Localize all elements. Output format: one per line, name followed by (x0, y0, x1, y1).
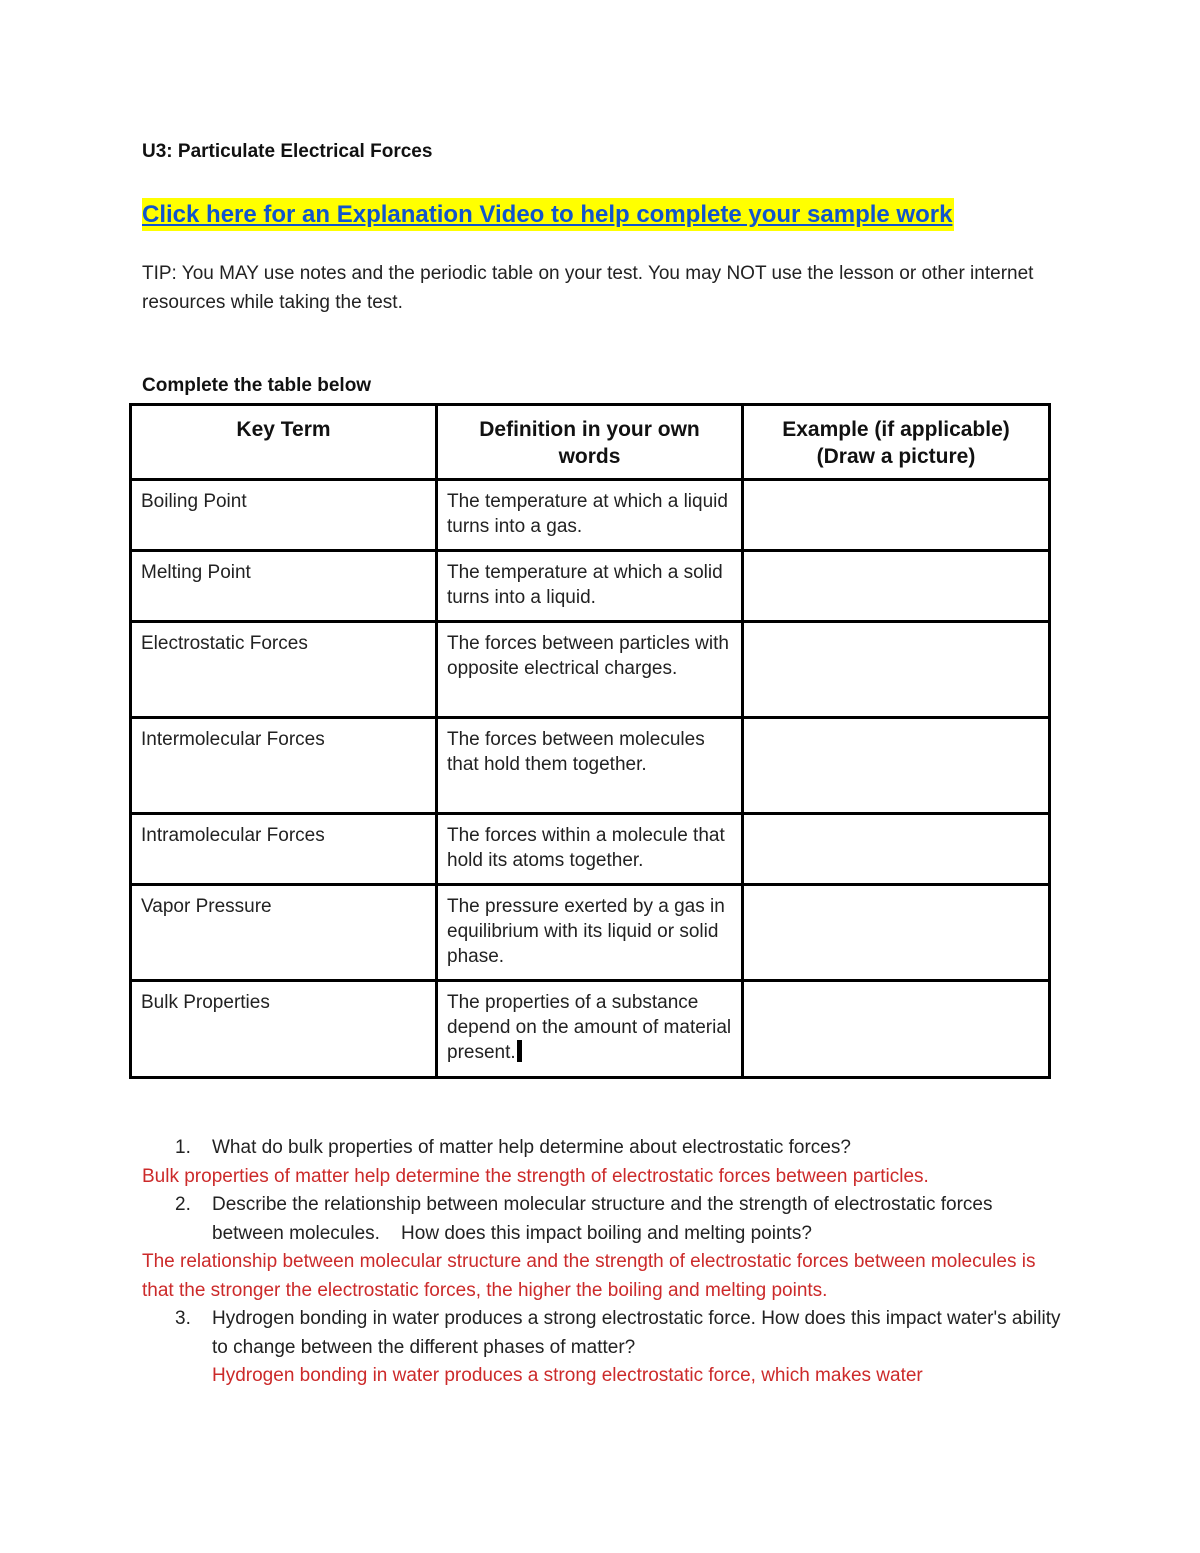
tip-text: TIP: You MAY use notes and the periodic table on your test. You may NOT use the lesson or other internet resources while taking the test. (142, 263, 1034, 313)
example-cell[interactable] (743, 551, 1050, 622)
table-row (131, 885, 1050, 981)
example-cell[interactable] (743, 622, 1050, 718)
text-cursor (517, 1040, 522, 1062)
header-example-line2: (Draw a picture) (816, 445, 976, 468)
definition-cell[interactable]: The forces within a molecule that hold its atoms together. (437, 814, 743, 885)
term-cell: Intermolecular Forces (131, 718, 437, 814)
definition-cell[interactable]: The temperature at which a liquid turns into a gas. (437, 480, 743, 551)
term-cell: Intramolecular Forces (131, 814, 437, 885)
example-cell[interactable] (743, 981, 1050, 1078)
table-row (131, 551, 1050, 622)
table-row (131, 480, 1050, 551)
question-item (142, 1305, 1062, 1362)
header-definition-line2: words (558, 445, 621, 468)
header-example (743, 405, 1050, 480)
question-text: What do bulk properties of matter help determine about electrostatic forces? (212, 1137, 851, 1158)
term-cell: Boiling Point (131, 480, 437, 551)
definition-cell[interactable]: The forces between molecules that hold them together. (437, 718, 743, 814)
answer-text[interactable]: The relationship between molecular structure and the strength of electrostatic forces between molecules is that the stronger the electrostatic forces, the higher the boiling and melting points. (142, 1251, 1036, 1301)
question-number: 3. (175, 1308, 191, 1329)
table-header-row (131, 405, 1050, 480)
example-cell[interactable] (743, 480, 1050, 551)
example-cell[interactable] (743, 718, 1050, 814)
question-text: Hydrogen bonding in water produces a strong electrostatic force. How does this impact water's ability to change between the different phases of matter? (212, 1308, 1061, 1358)
table-row (131, 981, 1050, 1078)
question-item (142, 1134, 1062, 1163)
term-cell: Vapor Pressure (131, 885, 437, 981)
term-cell: Electrostatic Forces (131, 622, 437, 718)
example-cell[interactable] (743, 814, 1050, 885)
table-row (131, 622, 1050, 718)
header-example-line1: Example (if applicable) (782, 418, 1010, 441)
answer-text[interactable]: Hydrogen bonding in water produces a strong electrostatic force, which makes water (212, 1365, 923, 1386)
definition-cell[interactable]: The temperature at which a solid turns into a liquid. (437, 551, 743, 622)
definition-cell[interactable]: The forces between particles with opposite electrical charges. (437, 622, 743, 718)
question-item (142, 1191, 1062, 1248)
table-row (131, 718, 1050, 814)
questions-section (142, 1134, 1062, 1391)
page-title: U3: Particulate Electrical Forces (142, 141, 433, 162)
table-heading: Complete the table below (142, 375, 372, 396)
term-cell: Melting Point (131, 551, 437, 622)
definition-cell[interactable] (437, 981, 743, 1078)
question-number: 1. (175, 1137, 191, 1158)
definition-text: The properties of a substance depend on the amount of material present. (447, 992, 732, 1063)
header-definition (437, 405, 743, 480)
answer-text[interactable]: Bulk properties of matter help determine the strength of electrostatic forces between particles. (142, 1165, 929, 1187)
table-row (131, 814, 1050, 885)
key-terms-table (129, 403, 1051, 1079)
question-text: Describe the relationship between molecular structure and the strength of electrostatic forces between molecules. How does this impact boiling and melting points? (212, 1194, 998, 1244)
question-number: 2. (175, 1194, 191, 1215)
term-cell: Bulk Properties (131, 981, 437, 1078)
header-key-term: Key Term (131, 405, 437, 480)
example-cell[interactable] (743, 885, 1050, 981)
header-definition-line1: Definition in your own (479, 418, 700, 441)
explanation-video-link[interactable]: Click here for an Explanation Video to help complete your sample work (142, 198, 954, 231)
definition-cell[interactable]: The pressure exerted by a gas in equilibrium with its liquid or solid phase. (437, 885, 743, 981)
